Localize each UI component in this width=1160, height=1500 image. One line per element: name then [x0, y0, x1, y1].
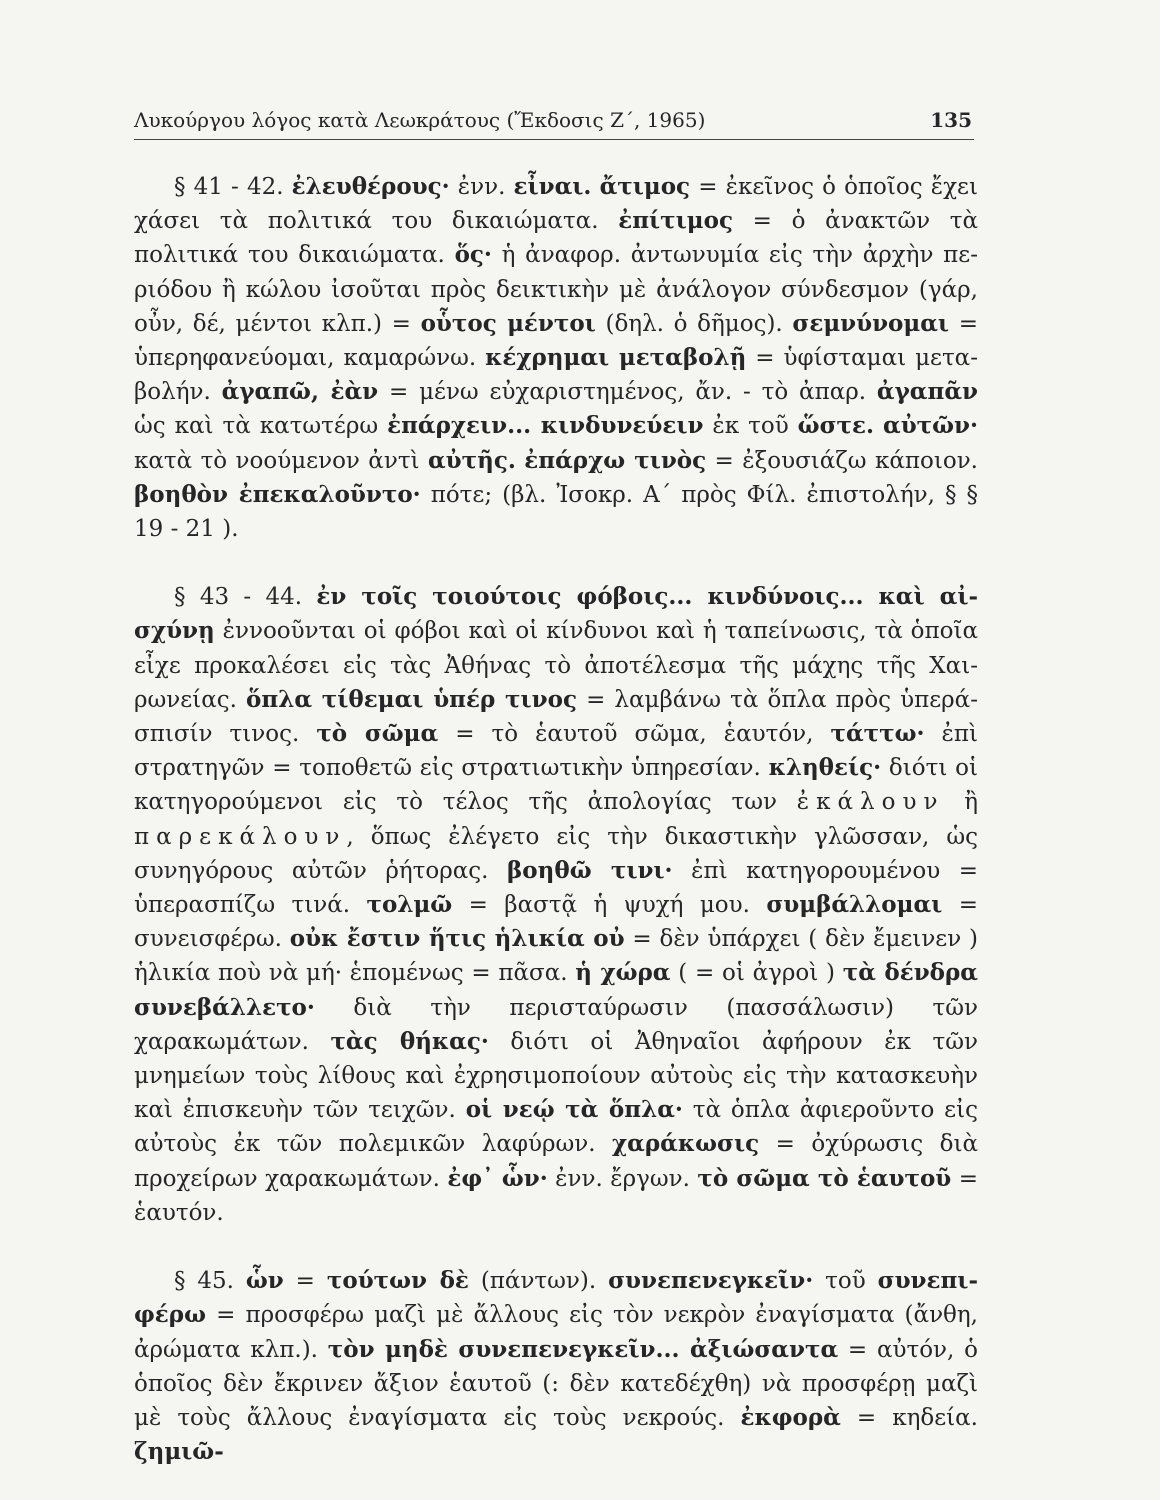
- gloss-text: ἐννοοῦνται οἱ φόβοι καὶ οἱ κίνδυνοι καὶ ἡ ταπείνωσις, τὰ ὁποῖα εἶχε προκαλέσει εἰς τὰς Ἀθήνας τὸ ἀποτέλεσμα τῆς μάχης τῆς Χαιρωνείας.: [134, 618, 978, 713]
- gloss-text: διότι οἱ Ἀθηναῖοι ἀφήρουν ἐκ τῶν μνημείων τοὺς λίθους καὶ ἐχρησιμοποίουν αὐτοὺς εἰς τὴν κατασκευὴν καὶ ἐπισκευὴν τῶν τειχῶν.: [134, 1028, 979, 1124]
- headword: ἐν τοῖς τοιούτοις φόβοις... κινδύνοις... καὶ αἰσχύνῃ: [134, 583, 978, 645]
- gloss-text: = κηδεία.: [840, 1404, 978, 1431]
- gloss-text: = συνεισφέρω.: [134, 892, 978, 953]
- headword: οὗτος μέντοι: [420, 309, 596, 337]
- gloss-text: [591, 174, 599, 200]
- headword: ἐλευθέρους·: [291, 173, 450, 200]
- gloss-text: κατὰ τὸ νοούμενον ἀντὶ: [134, 447, 428, 474]
- headword: οἱ νεῴ τὰ ὅπλα·: [465, 1096, 683, 1124]
- gloss-text: τὰ ὁπλα ἀφιεροῦντο εἰς αὐτοὺς ἐκ τῶν πολεμικῶν λαφύρων.: [134, 1097, 978, 1158]
- headword: ἡ χώρα: [575, 959, 671, 987]
- gloss-text: § 41 - 42.: [174, 174, 292, 200]
- headword: ἄτιμος: [599, 173, 691, 200]
- gloss-text: διὰ τὴν περισταύρωσιν (πασσάλωσιν) τῶν χαρακωμάτων.: [134, 994, 978, 1055]
- gloss-text: ἐπὶ κατηγορουμένου = ὑπερασπίζω τινά.: [134, 857, 978, 919]
- headword: κέχρημαι μεταβολῇ: [485, 344, 747, 372]
- spaced-quote: παρεκάλουν: [134, 823, 347, 850]
- headword: τὸ σῶμα τὸ ἑαυτοῦ: [697, 1164, 952, 1192]
- running-header: [134, 110, 974, 140]
- gloss-text: = ὑφίσταμαι μεταβολήν.: [134, 345, 978, 406]
- gloss-text: = ἐξουσιάζω κάποιον.: [706, 447, 978, 474]
- gloss-text: ἡ ἀναφορ. ἀντωνυμία εἰς τὴν ἀρχὴν περιόδου ἢ κώλου ἰσοῦται πρὸς δεικτικὴν μὲ ἀνάλογον σύνδεσμον (γάρ, οὖν, δέ, μέντοι κλπ.) =: [134, 242, 978, 337]
- gloss-text: ὡς καὶ τὰ κατωτέρω: [134, 413, 388, 440]
- paragraph-45: [134, 1264, 978, 1469]
- gloss-text: = ὁ ἀνακτῶν τὰ πολιτικά του δικαιώματα.: [134, 208, 979, 269]
- headword: ἐπάρχειν... κινδυνεύειν: [387, 412, 704, 440]
- headword: τὸν μηδὲ συνεπενεγκεῖν... ἀξιώσαντα: [327, 1335, 839, 1363]
- gloss-text: ἐνν. ἔργων.: [547, 1165, 698, 1192]
- gloss-text: ( = οἱ ἀγροὶ ): [670, 960, 843, 987]
- paragraph-41-42: [134, 170, 978, 546]
- header-title: Λυκούργου λόγος κατὰ Λεωκράτους (Ἔκδοσις Ζ΄, 1965): [134, 108, 706, 132]
- headword: ὅπλα τίθεμαι ὑπέρ τινος: [246, 685, 577, 713]
- gloss-text: = ἐκεῖνος ὁ ὁποῖος ἔχει χάσει τὰ πολιτικά του δικαιώματα.: [134, 174, 978, 235]
- headword: ὧν: [245, 1267, 284, 1295]
- gloss-text: ἐπὶ στρατηγῶν = τοποθετῶ εἰς στρατιωτικὴν ὑπηρεσίαν.: [134, 721, 979, 782]
- headword: βοηθῶ τινι·: [507, 856, 673, 884]
- headword: ὥστε.: [797, 412, 874, 440]
- gloss-text: διότι οἱ κατηγορούμενοι εἰς τὸ τέλος τῆς ἀπολογίας των: [134, 755, 978, 816]
- gloss-text: ἢ: [944, 789, 978, 816]
- headword: σεμνύνομαι: [792, 309, 950, 337]
- headword: συνεπενεγκεῖν·: [608, 1267, 814, 1295]
- headword: τούτων δὲ: [326, 1267, 469, 1295]
- gloss-text: τοῦ: [813, 1268, 878, 1295]
- gloss-text: , ὅπως ἐλέγετο εἰς τὴν δικαστικὴν γλῶσσαν, ὡς συνηγόρους αὐτῶν ῥήτορας.: [134, 823, 978, 884]
- gloss-text: ἐκ τοῦ: [703, 413, 798, 440]
- headword: τολμῶ: [366, 891, 453, 919]
- headword: τὰ δένδρα συνεβάλλετο·: [134, 959, 978, 1021]
- headword: αὐτῶν·: [883, 412, 978, 440]
- headword: τὸ σῶμα: [316, 720, 439, 748]
- gloss-text: = λαμβάνω τὰ ὅπλα πρὸς ὑπεράσπισίν τινος.: [134, 686, 978, 748]
- paragraph-43-44: [134, 580, 978, 1230]
- headword: αὐτῆς.: [427, 446, 516, 474]
- gloss-text: = δὲν ὑπάρχει ( δὲν ἔμεινεν ) ἡλικία ποὺ νὰ μή· ἑπομένως = πᾶσα.: [134, 926, 979, 987]
- gloss-text: § 45.: [174, 1268, 246, 1295]
- headword: ἐκφορὰ: [740, 1403, 841, 1431]
- headword: ἐπίτιμος: [618, 207, 733, 235]
- headword: ἐφ᾽ ὧν·: [447, 1164, 548, 1192]
- gloss-text: ἐνν.: [449, 174, 514, 200]
- gloss-text: = τὸ ἑαυτοῦ σῶμα, ἑαυτόν,: [438, 721, 831, 748]
- headword: χαράκωσις: [612, 1130, 760, 1158]
- headword: συνεπιφέρω: [134, 1267, 978, 1329]
- gloss-text: § 43 - 44.: [174, 584, 317, 611]
- headword: τάττω·: [830, 720, 925, 748]
- headword: ἐπάρχω τινὸς: [524, 446, 707, 474]
- headword: εἶναι.: [513, 173, 592, 200]
- gloss-text: (πάντων).: [468, 1268, 609, 1295]
- gloss-text: = μένω εὐχαριστημένος, ἄν. - τὸ ἀπαρ.: [378, 379, 877, 406]
- headword: ὅς·: [454, 241, 492, 269]
- gloss-text: (δηλ. ὁ δῆμος).: [595, 310, 793, 337]
- headword: βοηθὸν ἐπεκαλοῦντο·: [134, 480, 421, 508]
- gloss-text: = ὀχύρωσις διὰ προχείρων χαρακωμάτων.: [134, 1131, 978, 1192]
- gloss-text: = βαστᾷ ἡ ψυχή μου.: [452, 892, 767, 919]
- gloss-text: πότε; (βλ. Ἰσοκρ. Α΄ πρὸς Φίλ. ἐπιστολήν, § § 19 - 21 ).: [134, 481, 978, 543]
- headword: ζημιῶ-: [134, 1438, 224, 1466]
- headword: συμβάλλομαι: [766, 891, 943, 919]
- headword: τὰς θήκας·: [330, 1027, 489, 1055]
- gloss-text: = αὐτόν, ὁ ὁποῖος δὲν ἔκρινεν ἄξιον ἑαυτοῦ (: δὲν κατεδέχθη) νὰ προσφέρῃ μαζὶ μὲ τοὺς ἄλλους ἐναγίσματα εἰς τοὺς νεκρούς.: [134, 1336, 978, 1431]
- spaced-quote: ἐκάλουν: [796, 789, 945, 816]
- gloss-text: = ἑαυτόν.: [134, 1165, 978, 1226]
- page-number: 135: [930, 108, 972, 132]
- commentary-body: [134, 170, 978, 1469]
- gloss-text: = ὑπερηφανεύομαι, καμαρώνω.: [134, 310, 979, 372]
- gloss-text: [874, 413, 883, 439]
- headword: κληθείς·: [768, 754, 882, 782]
- headword: οὐκ ἔστιν ἥτις ἡλικία οὐ: [289, 925, 625, 953]
- headword: ἀγαπῶ, ἐὰν: [221, 378, 379, 406]
- headword: ἀγαπᾶν: [876, 378, 978, 406]
- gloss-text: = προσφέρω μαζὶ μὲ ἄλλους εἰς τὸν νεκρὸν ἐναγίσματα (ἄνθη, ἀρώματα κλπ.).: [134, 1302, 978, 1363]
- gloss-text: =: [283, 1268, 327, 1295]
